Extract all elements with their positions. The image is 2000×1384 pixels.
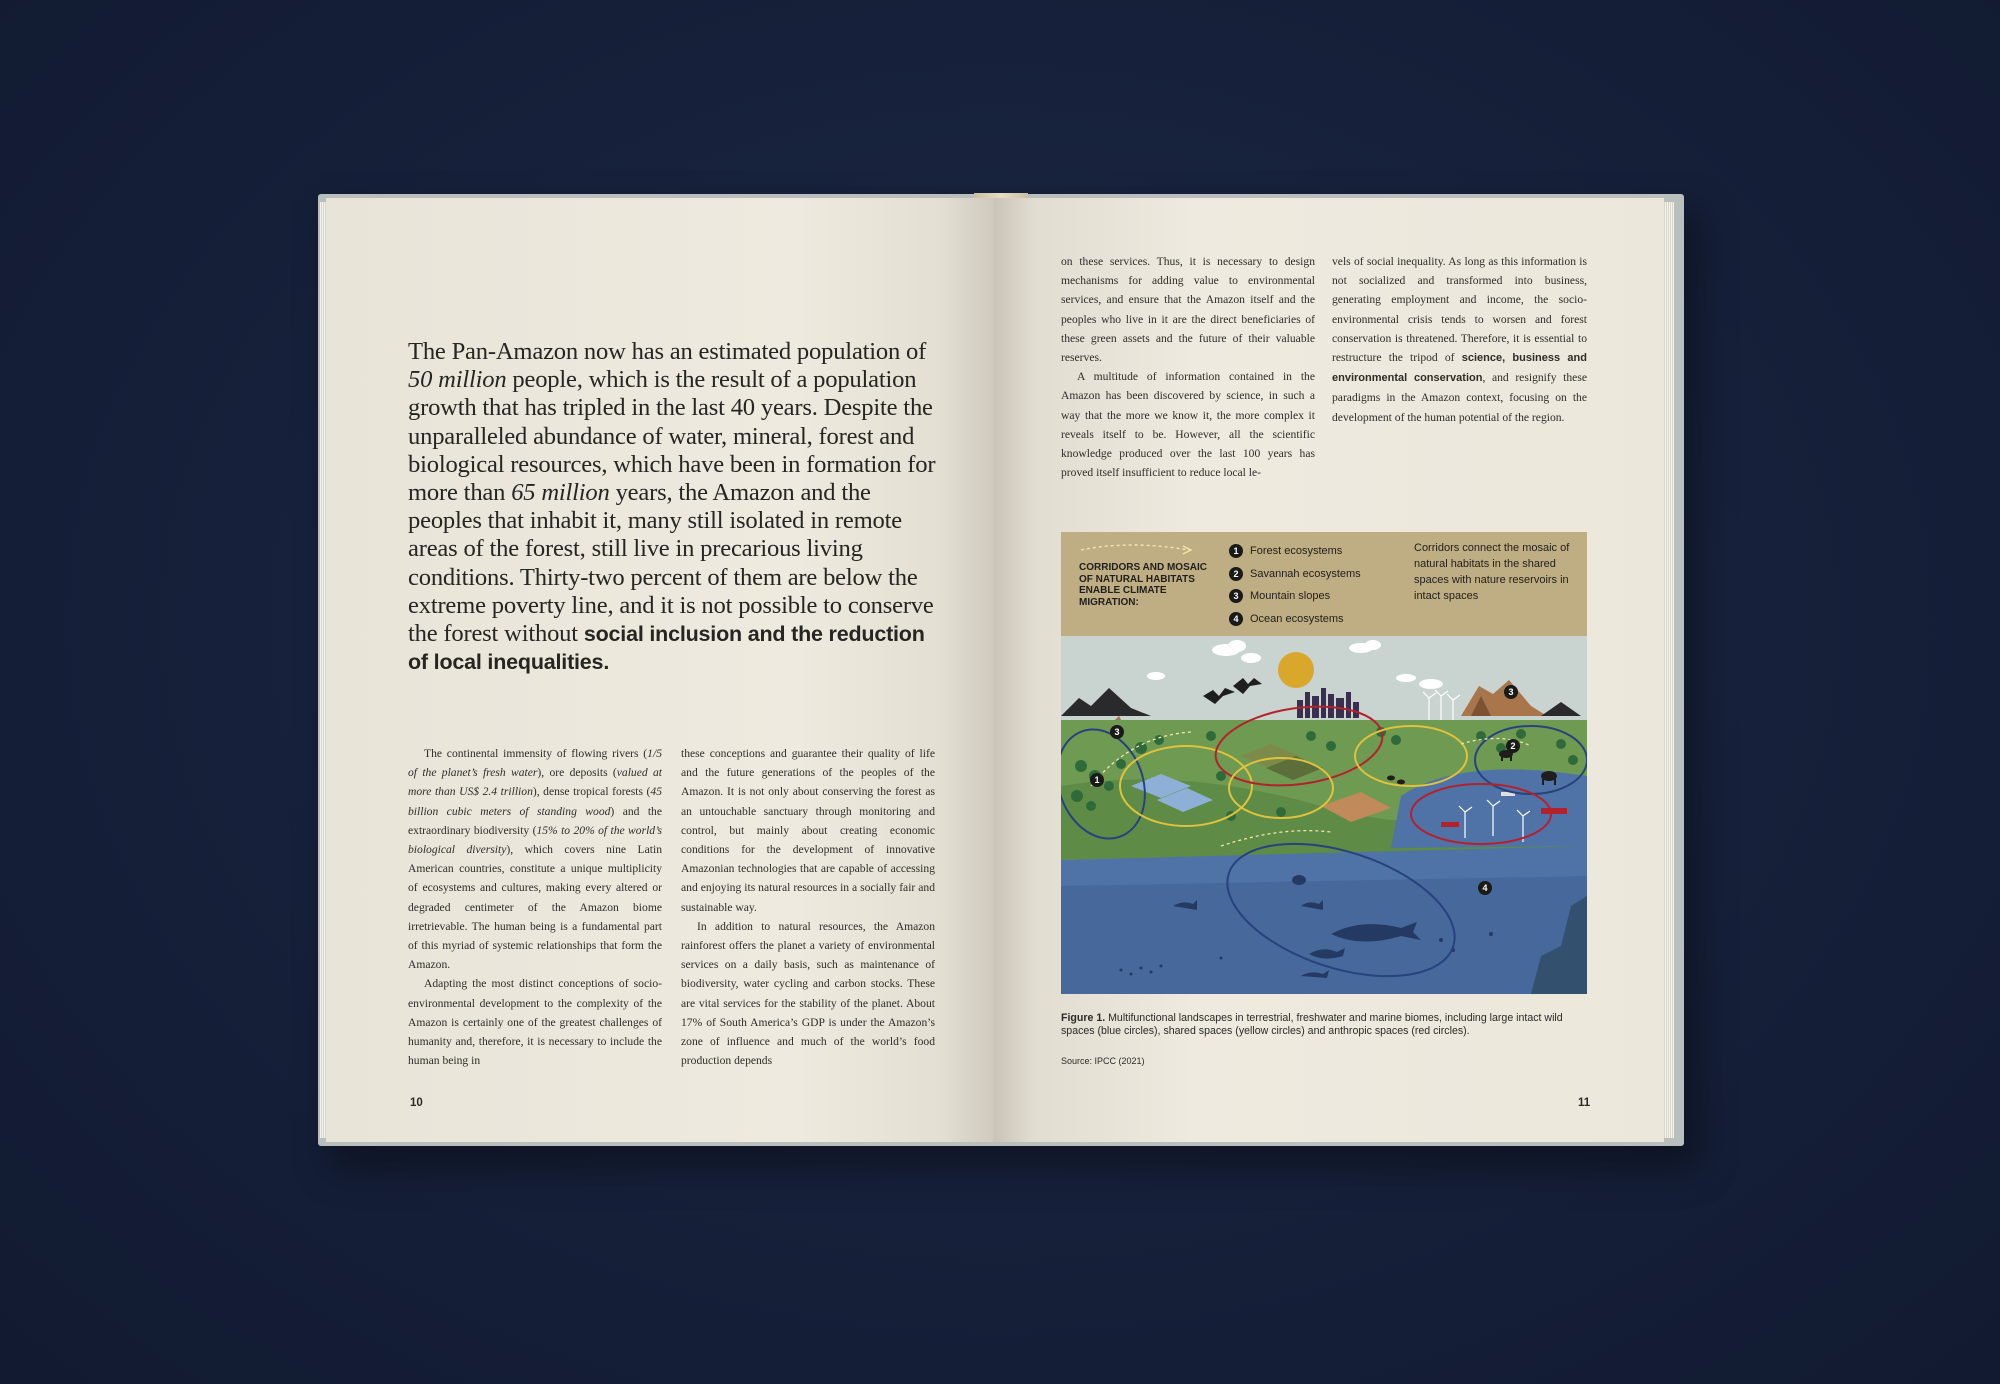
sun-icon	[1278, 652, 1314, 688]
map-marker: 4	[1482, 883, 1488, 893]
left-column-1	[408, 744, 662, 1070]
left-col2-paragraph-2: In addition to natural resources, the Amazon rainforest offers the planet a variety of environmental services on a daily basis, such as maintenance of biodiversity, water cycling and carbon stocks. These are vital services for the stability of the planet. About 17% of South America’s GDP is under the Amazon’s zone of influence and much of the world’s food production depends	[681, 919, 935, 1068]
figure-header-title: CORRIDORS AND MOSAIC OF NATURAL HABITATS ENABLE CLIMATE MIGRATION:	[1079, 562, 1207, 608]
lead-text-2: people, which is the result of a population growth that has tripled in the last 40 years. Despite the unparalleled abundance of water, mineral, forest and biological resources, which have been in formation for more than	[408, 366, 936, 507]
right-col2-paragraph-1: vels of social inequality. As long as this information is not socialized and transformed into business, generating employment and income, the socio-environmental crisis tends to worsen and forest conservation is threatened. Therefore, it is essential to restructure the tripod of science, business and environmental conservation, and resignify these paradigms in the Amazon context, focusing on the development of the human potential of the region.	[1332, 255, 1587, 424]
map-marker: 3	[1114, 727, 1120, 737]
right-column-1	[1061, 252, 1315, 482]
right-col1-paragraph-2: A multitude of information contained in the Amazon has been discovered by science, in such a way that the more we know it, the more complex it reveals itself to be. However, all the scientific knowledge produced over the last 100 years has proved itself insufficient to reduce local le-	[1061, 370, 1315, 480]
figure-header	[1061, 532, 1587, 636]
map-marker: 1	[1094, 775, 1100, 785]
lead-bold: social inclusion and the reduction of local inequalities.	[408, 622, 925, 675]
legend-item: 1 Forest ecosystems	[1229, 540, 1361, 563]
left-column-2	[681, 744, 935, 1070]
lead-emphasis-1: 50 million	[408, 366, 507, 394]
lead-text-1: The Pan-Amazon now has an estimated population of	[408, 338, 927, 365]
left-col1-paragraph-2: Adapting the most distinct conceptions of socio-environmental development to the complexity of the Amazon is certainly one of the greatest challenges of humanity and, therefore, it is necessary to include the human being in	[408, 977, 662, 1068]
figure-1	[1061, 532, 1587, 994]
landscape-illustration	[1061, 636, 1587, 994]
right-col1-paragraph-1: on these services. Thus, it is necessary to design mechanisms for adding value to environmental services, and ensure that the Amazon itself and the peoples who live in it are the direct beneficiaries of these green assets and the future of their valuable reserves.	[1061, 255, 1315, 365]
figure-note: Corridors connect the mosaic of natural habitats in the shared spaces with nature reservoirs in intact spaces	[1414, 542, 1570, 602]
legend-item: 2 Savannah ecosystems	[1229, 563, 1361, 586]
page-number-left: 10	[410, 1097, 423, 1109]
figure-caption: Figure 1. Multifunctional landscapes in terrestrial, freshwater and marine biomes, including large intact wild spaces (blue circles), shared spaces (yellow circles) and anthropic spaces (red circles).	[1061, 1012, 1563, 1037]
figure-legend	[1229, 540, 1361, 630]
page-edges-right	[1664, 202, 1674, 1138]
right-page	[994, 198, 1664, 1142]
left-col2-paragraph-1: these conceptions and guarantee their quality of life and the future generations of the peoples of the Amazon. It is not only about conserving the forest as an untouchable sanctuary through monitoring and control, but mainly about creating economic conditions for the development of innovative Amazonian technologies that are capable of accessing and enjoying its natural resources in a socially fair and sustainable way.	[681, 747, 935, 914]
left-page	[326, 198, 994, 1142]
lead-emphasis-2: 65 million	[511, 479, 610, 507]
map-marker: 3	[1508, 687, 1514, 697]
lead-paragraph	[408, 338, 948, 676]
legend-item: 4 Ocean ecosystems	[1229, 608, 1361, 631]
left-col1-paragraph-1: The continental immensity of flowing rivers (1/5 of the planet’s fresh water), ore deposits (valued at more than US$ 2.4 trillion), dense tropical forests (45 billion cubic meters of standing wood) and the extraordinary biodiversity (15% to 20% of the world’s biological diversity), which covers nine Latin American countries, constitute a unique multiplicity of ecosystems and cultures, making every altered or degraded centimeter of the Amazon biome irretrievable. The human being is a fundamental part of this myriad of systemic relationships that form the Amazon.	[408, 747, 663, 972]
map-marker: 2	[1510, 741, 1516, 751]
figure-source: Source: IPCC (2021)	[1061, 1056, 1145, 1066]
arrow-icon	[1079, 538, 1199, 558]
legend-item: 3 Mountain slopes	[1229, 585, 1361, 608]
lead-text-3: years, the Amazon and the peoples that inhabit it, many still isolated in remote areas of the forest, still live in precarious living conditions. Thirty-two percent of them are below the extreme poverty line, and it is not possible to conserve the forest without	[408, 479, 934, 648]
right-column-2	[1332, 252, 1587, 427]
page-number-right: 11	[1578, 1097, 1591, 1109]
